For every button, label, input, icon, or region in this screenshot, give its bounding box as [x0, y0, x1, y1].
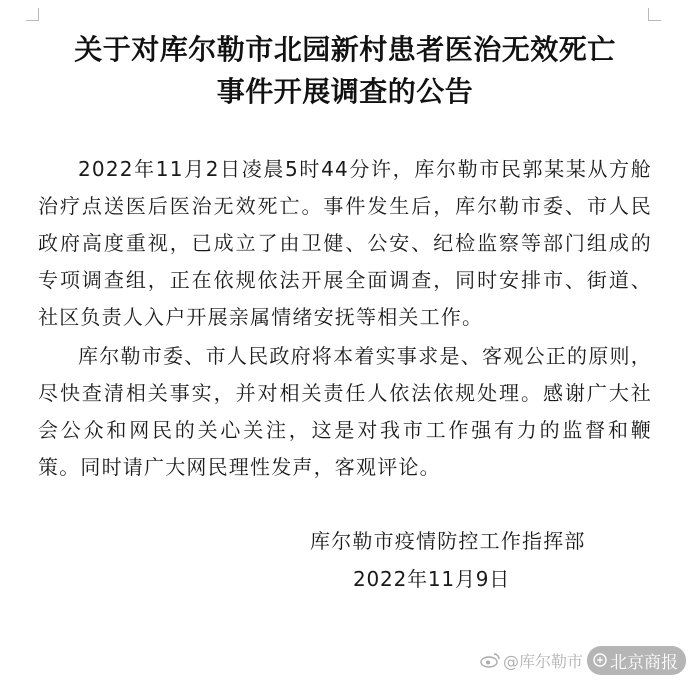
notice-title-line-1: 关于对库尔勒市北园新村患者医治无效死亡	[74, 33, 616, 66]
notice-paragraph-2: 库尔勒市委、市人民政府将本着实事求是、客观公正的原则，尽快查清相关事实，并对相关责任人依法依规处理。感谢广大社会公众和网民的关心关注，这是对我市工作强有力的监督和鞭策。同时请广大网民理性发声，客观评论。	[38, 344, 652, 479]
watermark-logo-text: 北京商报	[610, 652, 679, 673]
issuer-signature: 库尔勒市疫情防控工作指挥部	[310, 529, 586, 553]
page-corner-mark-right	[648, 8, 661, 21]
notice-title-line-2: 事件开展调查的公告	[216, 75, 474, 108]
page-corner-mark-left	[26, 8, 39, 21]
watermark	[480, 646, 686, 674]
weibo-icon	[480, 652, 500, 668]
watermark-weibo-handle: @库尔勒市	[503, 651, 584, 671]
beijing-business-today-logo-icon	[593, 653, 607, 667]
notice-paragraph-1: 2022年11月2日凌晨5时44分许，库尔勒市民郭某某从方舱治疗点送医后医治无效死亡。事件发生后，库尔勒市委、市人民政府高度重视，已成立了由卫健、公安、纪检监察等部门组成的专项调查组，正在依规依法开展全面调查，同时安排市、街道、社区负责人入户开展亲属情绪安抚等相关工作。	[38, 157, 652, 329]
issue-date: 2022年11月9日	[353, 567, 511, 591]
watermark-logo	[587, 646, 686, 675]
